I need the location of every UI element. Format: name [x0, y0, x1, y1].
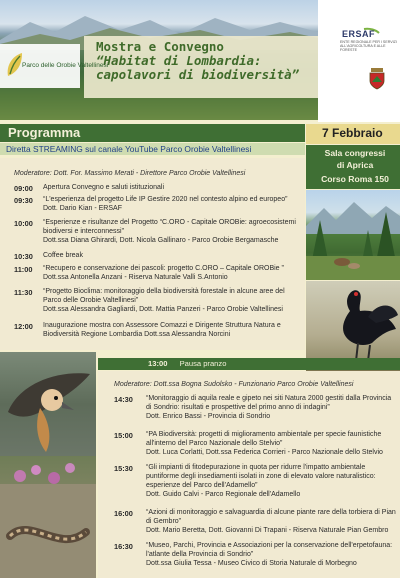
time-1100: 11:00 [14, 265, 33, 274]
title-line-2: “Habitat di Lombardia: [96, 53, 262, 68]
ersaf-subtitle: ENTE REGIONALE PER I SERVIZI ALL'AGRICOLTURA E ALLE FORESTE [340, 40, 397, 52]
item-1630-text: “Museo, Parchi, Provincia e Associazioni per la conservazione dell'erpetofauna: l'atlante della Provincia di Sondrio” [146, 542, 393, 558]
title-line-3: capolavori di biodiversità” [96, 67, 300, 82]
item-1530-speaker: Dott. Guido Calvi - Parco Regionale dell'Adamello [146, 491, 301, 498]
item-1000-speaker: Dott.ssa Diana Ghirardi, Dott. Nicola Gallinaro - Parco Orobie Bergamasche [43, 237, 279, 244]
item-1630-speaker: Dott.ssa Giulia Tessa - Museo Civico di Storia Naturale di Morbegno [146, 560, 357, 567]
item-0930-text: “L'esperienza del progetto Life IP Gestire 2020 nel contesto alpino ed europeo” [43, 196, 288, 203]
afternoon-moderator: Moderatore: Dott.ssa Bogna Sudolsko - Funzionario Parco Orobie Valtellinesi [114, 381, 354, 388]
time-1500: 15:00 [114, 431, 133, 440]
alpine-flowers-photo [0, 456, 96, 578]
item-1200-text: Inaugurazione mostra con Assessore Comazzi e Dirigente Struttura Natura e Biodiversità Regione Lombardia Dott.ssa Alessandra Norcini [43, 322, 281, 338]
item-1600-speaker: Dott. Mario Beretta, Dott. Giovanni Di Trapani - Riserva Naturale Pian Gembro [146, 527, 389, 534]
streaming-note: Diretta STREAMING sul canale YouTube Parco Orobie Valtellinesi [6, 144, 252, 154]
title-line-1: Mostra e Convegno [96, 39, 224, 54]
item-1430-text: “Monitoraggio di aquila reale e gipeto nei siti Natura 2000 gestiti dalla Provincia di Sondrio: risultati e prospettive del primo anno di indagini” [146, 395, 392, 411]
forest-illustration [306, 190, 400, 280]
time-1030: 10:30 [14, 252, 33, 261]
municipal-crest-icon [368, 68, 386, 90]
morning-moderator: Moderatore: Dott. For. Massimo Merati - Direttore Parco Orobie Valtellinesi [14, 170, 246, 177]
time-1000: 10:00 [14, 219, 33, 228]
item-1600-text: “Azioni di monitoraggio e salvaguardia di alcune piante rare della torbiera di Pian di Gembro” [146, 509, 396, 525]
time-1130: 11:30 [14, 288, 33, 297]
partner-logos-panel [318, 0, 400, 122]
item-0900-text: Apertura Convegno e saluti istituzionali [43, 184, 165, 191]
vulture-illustration [0, 352, 96, 456]
item-1100-text: “Recupero e conservazione dei pascoli: progetto C.ORO – Capitale OROBie ” [43, 265, 284, 272]
item-0930-speaker: Dott. Dario Kian - ERSAF [43, 205, 122, 212]
bearded-vulture-photo [0, 352, 96, 456]
item-1500-speaker: Dott. Luca Corlatti, Dott.ssa Federica Corrieri - Parco Nazionale dello Stelvio [146, 449, 383, 456]
parco-logo [0, 44, 109, 88]
time-1430: 14:30 [114, 395, 133, 404]
event-date: 7 Febbraio [322, 126, 383, 140]
lunch-bar [98, 358, 400, 370]
venue-line-2: di Aprica [336, 160, 374, 170]
logo-text: Parco delle Orobie Valtellinesi [22, 62, 109, 69]
time-1200: 12:00 [14, 322, 33, 331]
item-1430-speaker: Dott. Enrico Bassi - Provincia di Sondrio [146, 413, 271, 420]
programma-heading: Programma [8, 125, 81, 140]
time-1600: 16:00 [114, 509, 133, 518]
item-1030-text: Coffee break [43, 252, 83, 259]
item-1130-speaker: Dott.ssa Alessandra Gagliardi, Dott. Mattia Panzeri - Parco Orobie Valtellinesi [43, 306, 283, 313]
lunch-break [148, 359, 226, 368]
item-1500-text: “PA Biodiversità: progetti di miglioramento ambientale per specie faunistiche all'interno del Parco Nazionale dello Stelvio” [146, 431, 382, 447]
time-1530: 15:30 [114, 464, 133, 473]
item-1100-speaker: Dott.ssa Antonella Anzani - Riserva Naturale Valli S.Antonio [43, 274, 228, 281]
alpine-pasture-photo [306, 190, 400, 280]
item-1130-text: “Progetto Bioclima: monitoraggio della biodiversità forestale in alcune aree del Parco delle Orobie Valtellinesi” [43, 288, 285, 304]
venue-line-1: Sala congressi [324, 148, 386, 158]
viper-illustration [0, 456, 96, 578]
time-1630: 16:30 [114, 542, 133, 551]
lunch-time: 13:00 [148, 359, 168, 368]
item-1000-text: “Esperienze e risultanze del Progetto “C.ORO - Capitale OROBie: agroecosistemi biodiversi e interconnessi” [43, 219, 296, 235]
venue-address: Corso Roma 150 [321, 174, 389, 184]
item-1530-text: “Gli impianti di fitodepurazione in quota per ridurre l'impatto ambientale puntiforme degli insediamenti isolati in zone di elevato valore naturalistico: esperienze del Parco dell'Adamello” [146, 464, 376, 489]
time-0930: 09:30 [14, 196, 33, 205]
time-0900: 09:00 [14, 184, 33, 193]
ersaf-logo-text: ERSAF [342, 29, 376, 39]
lunch-label: Pausa pranzo [179, 359, 227, 368]
event-title [96, 40, 316, 82]
